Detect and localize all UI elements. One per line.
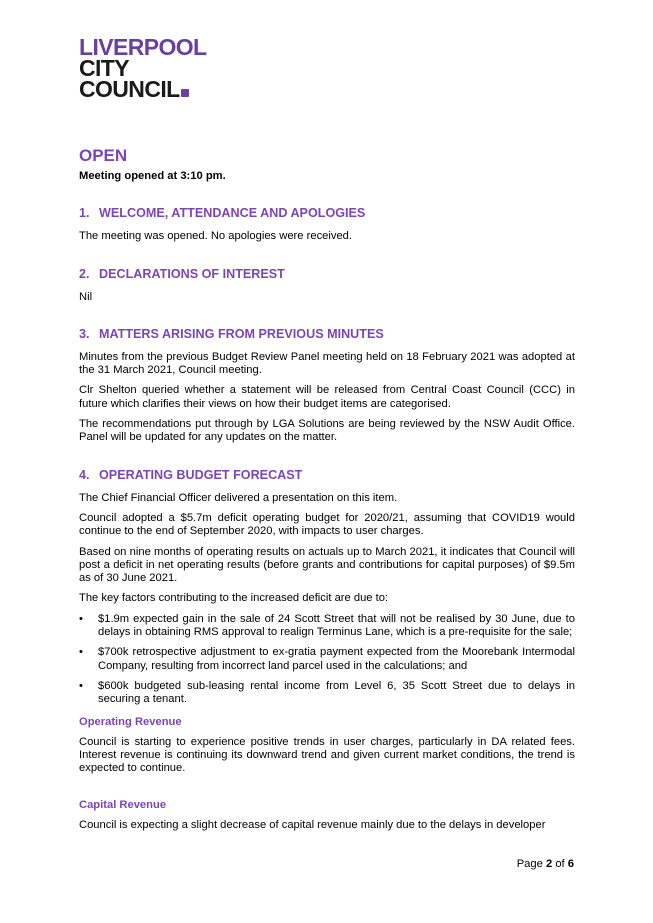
section-2-title: DECLARATIONS OF INTEREST — [99, 266, 285, 281]
section-4-paragraph-3: Based on nine months of operating results on actuals up to March 2021, it indicates that Council will post a deficit in net operating results (before grants and contributions for capital purposes) of $9.5m as of 30 June 2021. — [79, 545, 575, 585]
operating-revenue-heading: Operating Revenue — [79, 715, 182, 728]
footer-page-word: Page — [516, 858, 543, 870]
capital-revenue-paragraph: Council is expecting a slight decrease of capital revenue mainly due to the delays in developer — [79, 819, 546, 832]
capital-revenue-heading: Capital Revenue — [79, 799, 167, 812]
logo-council-text: COUNCIL — [79, 76, 180, 102]
deficit-factors-list — [79, 613, 575, 707]
bullet-icon: • — [79, 679, 83, 692]
section-3-title: MATTERS ARISING FROM PREVIOUS MINUTES — [99, 326, 384, 341]
section-4-paragraph-2: Council adopted a $5.7m deficit operating budget for 2020/21, assuming that COVID19 would continue to the end of September 2020, with impacts to user charges. — [79, 511, 575, 538]
meeting-opened-text: Meeting opened at 3:10 pm. — [79, 170, 226, 182]
footer-of-word: of — [555, 858, 565, 870]
section-4-heading — [79, 468, 575, 483]
section-1-number: 1. — [79, 206, 90, 221]
section-3-heading — [79, 327, 575, 342]
section-3-paragraph-3: The recommendations put through by LGA Solutions are being reviewed by the NSW Audit Office. Panel will be updated for any updates on the matter. — [79, 418, 575, 444]
section-1-heading — [79, 206, 575, 221]
liverpool-city-council-logo — [79, 34, 207, 102]
page-number-footer — [517, 858, 574, 870]
logo-line-council — [79, 76, 207, 102]
bullet-icon: • — [79, 646, 83, 659]
operating-revenue-paragraph: Council is starting to experience positive trends in user charges, particularly in DA related fees. Interest revenue is continuing its downward trend and given current market conditions, the trend is expected to continue. — [79, 735, 575, 775]
minutes-content — [79, 146, 575, 840]
section-2-heading — [79, 267, 575, 282]
footer-total-pages: 6 — [567, 858, 574, 870]
open-heading: OPEN — [79, 146, 128, 165]
list-item-text: $1.9m expected gain in the sale of 24 Scott Street that will not be realised by 30 June, due to delays in obtaining RMS approval to realign Terminus Lane, which is a pre-requisite for the sale; — [98, 612, 575, 639]
section-4-number: 4. — [79, 467, 90, 482]
section-4-title: OPERATING BUDGET FORECAST — [99, 467, 303, 482]
logo-line-city: CITY — [79, 55, 129, 81]
list-item — [79, 646, 575, 673]
section-3-paragraph-2: Clr Shelton queried whether a statement will be released from Central Coast Council (CCC) in future which clarifies their views on how their budget items are categorised. — [79, 384, 575, 410]
section-4-paragraph-4: The key factors contributing to the increased deficit are due to: — [79, 592, 389, 605]
section-4-paragraph-1: The Chief Financial Officer delivered a presentation on this item. — [79, 491, 398, 504]
list-item-text: $700k retrospective adjustment to ex-gratia payment expected from the Moorebank Intermodal Company, resulting from incorrect land parcel used in the calculations; and — [98, 646, 575, 672]
section-3-number: 3. — [79, 326, 90, 341]
list-item — [79, 680, 575, 707]
bullet-icon: • — [79, 612, 83, 625]
footer-current-page: 2 — [545, 858, 553, 870]
section-1-title: WELCOME, ATTENDANCE AND APOLOGIES — [99, 206, 366, 221]
logo-square-dot-icon — [181, 89, 189, 97]
section-1-paragraph: The meeting was opened. No apologies were received. — [79, 230, 353, 243]
list-item-text: $600k budgeted sub-leasing rental income from Level 6, 35 Scott Street due to delays in securing a tenant. — [98, 679, 575, 706]
section-2-paragraph: Nil — [79, 290, 93, 303]
logo-line-liverpool: LIVERPOOL — [79, 34, 207, 60]
list-item — [79, 613, 575, 640]
section-3-paragraph-1: Minutes from the previous Budget Review Panel meeting held on 18 February 2021 was adopted at the 31 March 2021, Council meeting. — [79, 350, 575, 377]
section-2-number: 2. — [79, 266, 90, 281]
